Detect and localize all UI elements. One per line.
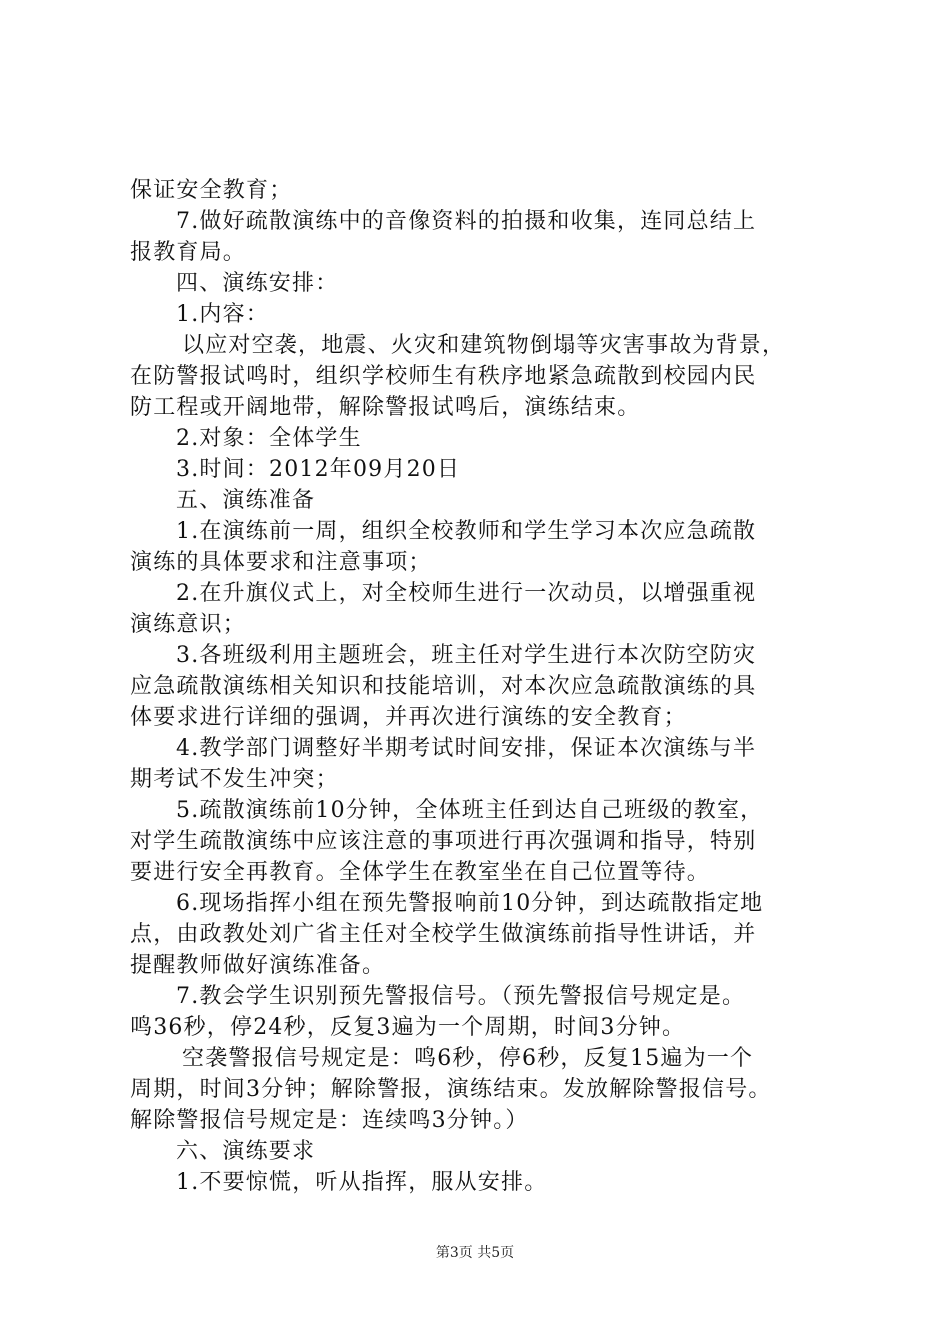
text-line: 7.教会学生识别预先警报信号。（预先警报信号规定是。 xyxy=(176,984,746,1009)
text-line: 1.在演练前一周，组织全校教师和学生学习本次应急疏散 xyxy=(176,519,757,544)
text-line: 解除警报信号规定是：连续鸣3分钟。） xyxy=(130,1108,529,1133)
page-footer: 第3页 共5页 xyxy=(435,1245,515,1261)
text-line: 应急疏散演练相关知识和技能培训，对本次应急疏散演练的具 xyxy=(130,674,757,699)
text-line: 报教育局。 xyxy=(130,240,247,265)
section-heading: 四、演练安排： xyxy=(176,271,339,296)
text-line: 1.不要惊慌，听从指挥，服从安排。 xyxy=(176,1170,548,1195)
text-line: 期考试不发生冲突； xyxy=(130,767,339,792)
text-line: 鸣36秒，停24秒，反复3遍为一个周期，时间3分钟。 xyxy=(130,1015,686,1040)
text-line: 演练意识； xyxy=(130,612,247,637)
text-line: 体要求进行详细的强调，并再次进行演练的安全教育； xyxy=(130,705,687,730)
text-line: 4.教学部门调整好半期考试时间安排，保证本次演练与半 xyxy=(176,736,757,761)
text-line: 保证安全教育； xyxy=(130,178,293,203)
text-line: 提醒教师做好演练准备。 xyxy=(130,953,386,978)
text-line: 3.时间：2012年09月20日 xyxy=(176,457,461,482)
text-line: 3.各班级利用主题班会，班主任对学生进行本次防空防灾 xyxy=(176,643,757,668)
text-line: 7.做好疏散演练中的音像资料的拍摄和收集，连同总结上 xyxy=(176,209,757,234)
text-line: 周期，时间3分钟；解除警报，演练结束。发放解除警报信号。 xyxy=(130,1077,772,1102)
text-line: 防工程或开阔地带，解除警报试鸣后，演练结束。 xyxy=(130,395,641,420)
text-line: 6.现场指挥小组在预先警报响前10分钟，到达疏散指定地 xyxy=(176,891,764,916)
text-line: 以应对空袭，地震、火灾和建筑物倒塌等灾害事故为背景， xyxy=(182,333,786,358)
text-line: 在防警报试鸣时，组织学校师生有秩序地紧急疏散到校园内民 xyxy=(130,364,757,389)
text-line: 2.对象：全体学生 xyxy=(176,426,362,451)
text-line: 要进行安全再教育。全体学生在教室坐在自己位置等待。 xyxy=(130,860,711,885)
section-heading: 五、演练准备 xyxy=(176,488,316,513)
text-line: 对学生疏散演练中应该注意的事项进行再次强调和指导，特别 xyxy=(130,829,757,854)
text-line: 点，由政教处刘广省主任对全校学生做演练前指导性讲话，并 xyxy=(130,922,757,947)
text-line: 2.在升旗仪式上，对全校师生进行一次动员，以增强重视 xyxy=(176,581,757,606)
section-heading: 六、演练要求 xyxy=(176,1139,316,1164)
text-line: 5.疏散演练前10分钟，全体班主任到达自己班级的教室， xyxy=(176,798,764,823)
text-line: 演练的具体要求和注意事项； xyxy=(130,550,432,575)
text-line: 1.内容： xyxy=(176,302,269,327)
text-line: 空袭警报信号规定是：鸣6秒，停6秒，反复15遍为一个 xyxy=(182,1046,754,1071)
